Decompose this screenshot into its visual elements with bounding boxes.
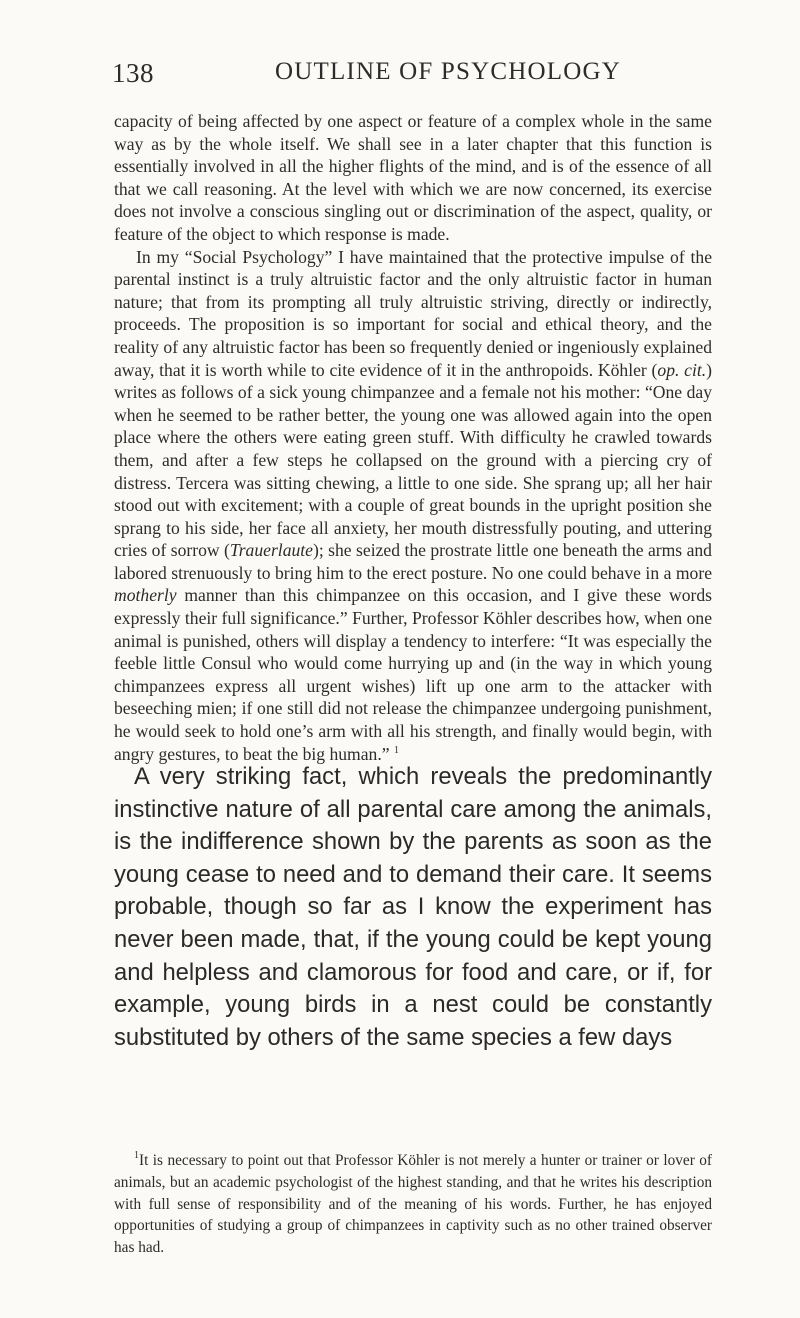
paragraph-parental-care xyxy=(114,761,712,1054)
footnote-reference: 1 xyxy=(393,744,399,756)
italic-emphasis: motherly xyxy=(114,585,177,606)
paragraph-kohler-quote xyxy=(114,246,712,766)
body-text xyxy=(114,110,712,765)
paragraph-continued: capacity of being affected by one aspect or feature of a complex whole in the same way as by the whole itself. We shall see in a later chapter that this function is essentially involved in all the higher flights of the mind, and is of the essence of all that we call reasoning. At the level with which we are now concerned, its exercise does not involve a conscious singling out or discrimination of the aspect, quality, or feature of the object to which response is made. xyxy=(114,111,712,244)
footnote xyxy=(114,1150,712,1259)
footnote-marker: 1 xyxy=(134,1150,139,1161)
running-head xyxy=(112,58,704,92)
text-run: manner than this chimpanzee on this occasion, and I give these words expressly their full significance.” Further, Professor Köhler describes how, when one animal is punished, others will display a tendency to interfere: “It was especially the feeble little Consul who would come hurrying up and (in the way in which young chimpanzees express all urgent wishes) lift up one arm to the attacker with beseeching mien; if one still did not release the chimpanzee undergoing punishment, he would seek to hold one’s arm with all his strength, and finally would begin, with angry gestures, to beat the big human.” xyxy=(114,585,712,764)
running-title: OUTLINE OF PSYCHOLOGY xyxy=(274,58,622,85)
text-run: ) writes as follows of a sick young chimpanzee and a female not his mother: “One day when he seemed to be rather better, the young one was allowed again into the open place where the others were eating green stuff. With difficulty he crawled towards them, and after a few steps he collapsed on the ground with a piercing cry of distress. Tercera was sitting chewing, a little to one side. She sprang up; all her hair stood out with excitement; with a couple of great bounds in the upright position she sprang to his side, her face all anxiety, her mouth distressfully pouting, and uttering cries of sorrow ( xyxy=(114,359,712,561)
text-run: In my “Social Psychology” I have maintained that the protective impulse of the parental instinct is a truly altruistic factor and the only altruistic factor in human nature; that from its prompting all truly altruistic striving, directly or indirectly, proceeds. The proposition is so important for social and ethical theory, and the reality of any altruistic factor has been so frequently denied or ingeniously explained away, that it is worth while to cite evidence of it in the anthropoids. Köhler ( xyxy=(114,246,712,380)
footnote-body: It is necessary to point out that Professor Köhler is not merely a hunter or trainer or lover of animals, but an academic psychologist of the highest standing, and that he writes his description with full sense of responsibility and of the meaning of his words. Further, he has enjoyed opportunities of studying a group of chimpanzees in captivity such as no other trained observer has had. xyxy=(114,1152,712,1257)
italic-term: Trauerlaute xyxy=(229,540,313,561)
paragraph-text: A very striking fact, which reveals the predominantly instinctive nature of all parental care among the animals, is the indifference shown by the parents as soon as the young cease to need and to demand their care. It seems probable, though so far as I know the experiment has never been made, that, if the young could be kept young and helpless and clamorous for food and care, or if, for example, young birds in a nest could be constantly substituted by others of the same species a few days xyxy=(114,763,712,1051)
italic-citation: op. cit. xyxy=(657,359,707,380)
footnote-text xyxy=(114,1150,712,1259)
text-run: ); she seized the prostrate little one beneath the arms and labored strenuously to bring him to the erect posture. No one could behave in a more xyxy=(114,540,712,583)
page-number: 138 xyxy=(112,58,154,88)
